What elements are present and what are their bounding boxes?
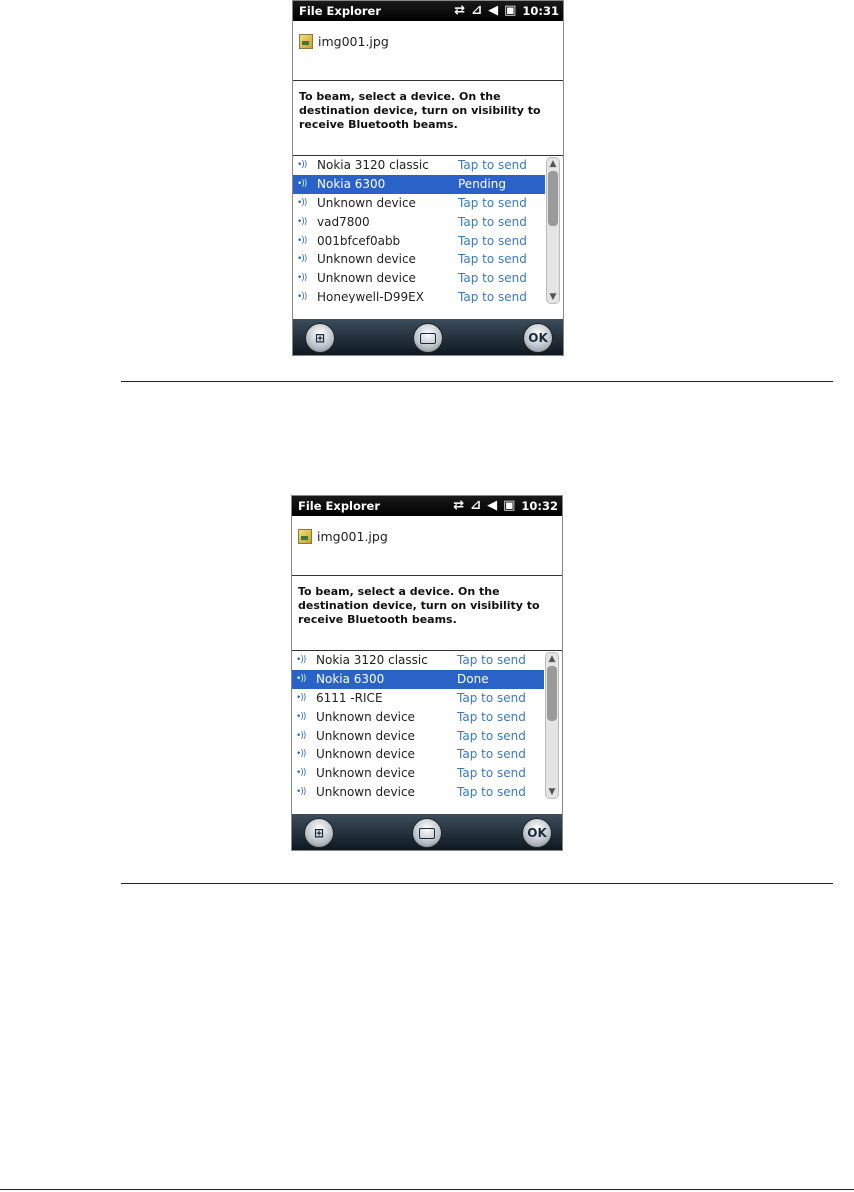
clock[interactable]: 10:31 [522, 4, 559, 18]
device-list-item[interactable] [293, 156, 545, 175]
device-list-item[interactable] [293, 175, 545, 194]
device-status[interactable]: Tap to send [458, 271, 527, 286]
device-status[interactable]: Tap to send [458, 233, 527, 248]
signal-icon[interactable]: ⊿ [470, 498, 482, 513]
device-name: Nokia 3120 classic [317, 158, 429, 173]
device-list [292, 651, 544, 798]
status-bar [292, 496, 562, 516]
bluetooth-device-icon: •)) [297, 197, 307, 208]
bluetooth-device-icon: •)) [297, 273, 307, 284]
volume-muted-icon[interactable]: ◀ [488, 3, 499, 18]
keyboard-icon[interactable] [412, 818, 442, 848]
device-name: Nokia 6300 [317, 177, 386, 192]
device-status[interactable]: Tap to send [457, 747, 526, 762]
device-list-item[interactable] [292, 651, 544, 670]
ok-button[interactable]: OK [523, 323, 553, 353]
bluetooth-device-icon: •)) [297, 235, 307, 246]
device-name: vad7800 [317, 214, 370, 229]
scroll-up-arrow-icon[interactable]: ▲ [549, 159, 557, 169]
windows-start-icon[interactable]: ⊞ [304, 818, 334, 848]
device-status[interactable]: Tap to send [457, 766, 526, 781]
windows-start-icon[interactable]: ⊞ [305, 323, 335, 353]
device-name: Unknown device [316, 784, 415, 798]
device-name: Nokia 6300 [316, 672, 385, 687]
device-name: Unknown device [316, 747, 415, 762]
bluetooth-device-icon: •)) [296, 674, 306, 685]
bluetooth-device-icon: •)) [297, 179, 307, 190]
device-status[interactable]: Tap to send [457, 690, 526, 705]
device-list-item[interactable] [293, 194, 545, 213]
bluetooth-device-icon: •)) [296, 711, 306, 722]
battery-icon[interactable]: ▣ [503, 498, 516, 513]
device-list-item[interactable] [292, 689, 544, 708]
instructions-text: To beam, select a device. On the destination device, turn on visibility to receive Bluetooth beams. [299, 90, 541, 131]
connectivity-icon[interactable]: ⇄ [454, 3, 466, 18]
file-name: img001.jpg [317, 528, 388, 544]
device-status[interactable]: Tap to send [458, 289, 527, 303]
volume-muted-icon[interactable]: ◀ [487, 498, 498, 513]
bluetooth-device-icon: •)) [296, 655, 306, 666]
horizontal-rule [121, 381, 833, 382]
device-name: Unknown device [316, 709, 415, 724]
device-status[interactable]: Tap to send [458, 214, 527, 229]
device-status[interactable]: Tap to send [457, 728, 526, 743]
scroll-thumb[interactable] [548, 171, 558, 226]
bluetooth-device-icon: •)) [297, 291, 307, 302]
file-row [298, 527, 388, 545]
bluetooth-device-icon: •)) [296, 730, 306, 741]
device-status[interactable]: Tap to send [457, 709, 526, 724]
scroll-up-arrow-icon[interactable]: ▲ [548, 654, 556, 664]
device-list-item[interactable] [292, 764, 544, 783]
device-name: 001bfcef0abb [317, 233, 401, 248]
device-status[interactable]: Pending [458, 177, 506, 192]
device-name: Unknown device [317, 271, 416, 286]
device-name: Unknown device [317, 252, 416, 267]
device-name: Nokia 3120 classic [316, 653, 428, 668]
device-screenshot-2 [291, 495, 563, 851]
device-screenshot-1 [292, 0, 564, 356]
bluetooth-device-icon: •)) [296, 786, 306, 797]
device-list-item[interactable] [293, 269, 545, 288]
page-bottom-rule [0, 1189, 854, 1190]
keyboard-icon[interactable] [413, 323, 443, 353]
scroll-down-arrow-icon[interactable]: ▼ [549, 292, 557, 302]
battery-icon[interactable]: ▣ [504, 3, 517, 18]
device-list-item[interactable] [293, 288, 545, 303]
device-list-item[interactable] [292, 726, 544, 745]
device-name: Unknown device [316, 766, 415, 781]
bluetooth-device-icon: •)) [296, 768, 306, 779]
app-title: File Explorer [299, 4, 382, 18]
taskbar [292, 814, 562, 850]
status-bar [293, 1, 563, 21]
bluetooth-device-icon: •)) [297, 160, 307, 171]
device-list-item[interactable] [292, 745, 544, 764]
connectivity-icon[interactable]: ⇄ [453, 498, 465, 513]
taskbar [293, 319, 563, 355]
scroll-thumb[interactable] [547, 666, 557, 721]
device-status[interactable]: Tap to send [457, 653, 526, 668]
scrollbar[interactable] [546, 157, 560, 304]
signal-icon[interactable]: ⊿ [471, 3, 483, 18]
device-status[interactable]: Tap to send [458, 252, 527, 267]
device-list-item[interactable] [292, 707, 544, 726]
device-list-item[interactable] [293, 212, 545, 231]
device-name: Unknown device [316, 728, 415, 743]
device-list-item[interactable] [292, 783, 544, 798]
image-file-icon [298, 529, 312, 544]
bluetooth-device-icon: •)) [296, 749, 306, 760]
device-status[interactable]: Tap to send [458, 158, 527, 173]
instructions-text: To beam, select a device. On the destination device, turn on visibility to receive Bluetooth beams. [298, 585, 540, 626]
clock[interactable]: 10:32 [521, 499, 558, 513]
file-name: img001.jpg [318, 33, 389, 49]
device-list-item[interactable] [293, 231, 545, 250]
scroll-down-arrow-icon[interactable]: ▼ [548, 787, 556, 797]
device-name: 6111 -RICE [316, 690, 383, 705]
device-list-item[interactable] [293, 250, 545, 269]
device-name: Unknown device [317, 195, 416, 210]
bluetooth-device-icon: •)) [297, 216, 307, 227]
separator [292, 575, 562, 576]
ok-button[interactable]: OK [522, 818, 552, 848]
separator [293, 80, 563, 81]
scrollbar[interactable] [545, 652, 559, 799]
device-list-item[interactable] [292, 670, 544, 689]
app-title: File Explorer [298, 499, 381, 513]
bluetooth-device-icon: •)) [296, 692, 306, 703]
file-row [299, 32, 389, 50]
horizontal-rule [121, 883, 833, 884]
bluetooth-device-icon: •)) [297, 254, 307, 265]
device-name: Honeywell-D99EX [317, 289, 424, 303]
device-status[interactable]: Tap to send [458, 195, 527, 210]
device-list [293, 156, 545, 303]
device-status[interactable]: Done [457, 672, 489, 687]
image-file-icon [299, 34, 313, 49]
device-status[interactable]: Tap to send [457, 784, 526, 798]
